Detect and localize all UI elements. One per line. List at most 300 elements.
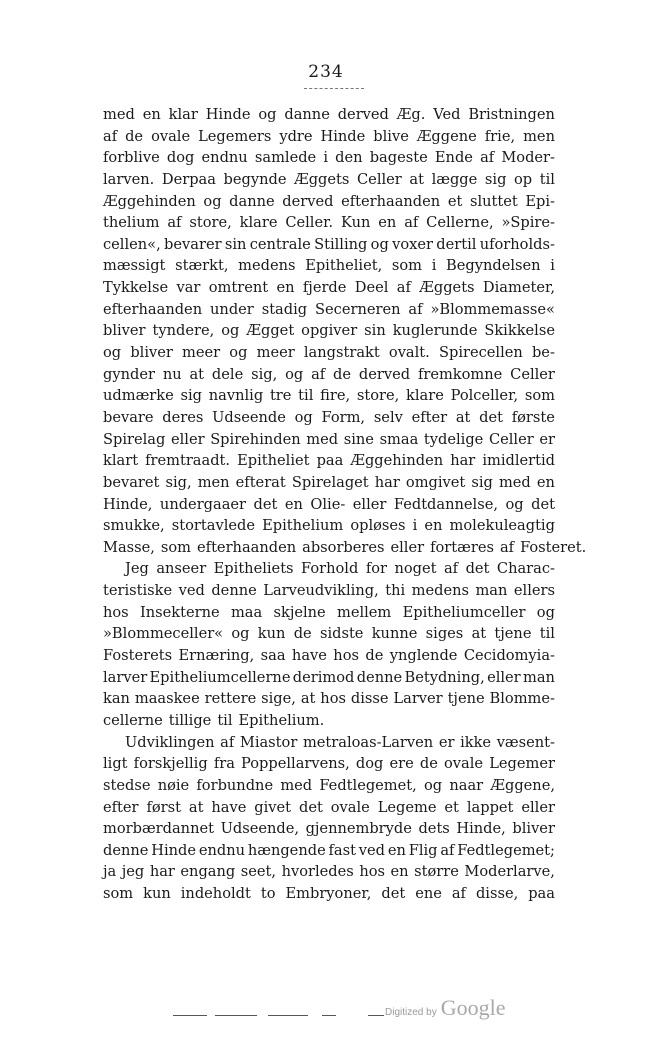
digitized-watermark — [385, 995, 505, 1021]
word: Hinde, — [456, 820, 506, 838]
word: det — [465, 560, 490, 578]
word: sidste — [319, 625, 364, 643]
word: maa — [230, 603, 263, 621]
word: ved — [178, 582, 205, 600]
word: Celler. — [285, 214, 334, 232]
word: Skikkelse — [484, 322, 555, 340]
word: morbærdannet — [103, 820, 214, 838]
word: store, — [356, 387, 400, 405]
word: Celler — [357, 170, 402, 188]
word: Celler — [488, 430, 534, 448]
word: til — [539, 170, 555, 188]
word: en — [390, 863, 409, 881]
text-line — [103, 667, 555, 689]
word: at — [300, 690, 316, 708]
text-line — [103, 645, 555, 667]
word: thelium — [103, 214, 160, 232]
word: dog — [166, 149, 195, 167]
word: som — [391, 257, 423, 275]
text-line — [103, 472, 555, 494]
word: at — [455, 408, 471, 426]
word: med — [498, 473, 531, 491]
word: blive — [373, 127, 409, 145]
word: Moderlarve, — [464, 863, 555, 881]
word: et — [447, 192, 463, 210]
word: derved — [358, 365, 411, 383]
word: noget — [394, 560, 437, 578]
word: hos — [333, 647, 359, 665]
word: med — [280, 776, 313, 794]
word: Charac- — [496, 560, 555, 578]
word: Legeme — [377, 798, 437, 816]
word: Jeg — [125, 560, 149, 578]
word: og — [536, 603, 555, 621]
word: metraloas-Larven — [302, 733, 434, 751]
word: sig — [180, 387, 203, 405]
word: dets — [418, 820, 450, 838]
word: de — [293, 625, 312, 643]
word: sine — [343, 430, 374, 448]
word: det — [479, 408, 503, 426]
word: sig, — [251, 365, 278, 383]
word: for — [365, 560, 387, 578]
word: dertil — [436, 235, 477, 253]
word: at — [409, 170, 424, 188]
word: bliver — [103, 322, 146, 340]
text-line — [103, 688, 555, 710]
word: molekuleagtig — [449, 517, 555, 535]
word: Æggehinden — [103, 192, 196, 210]
word: op — [514, 170, 533, 188]
word: Ægget — [246, 322, 295, 340]
word: en — [387, 841, 406, 859]
text-line — [103, 429, 555, 451]
word: og — [203, 192, 222, 210]
word: jeg — [121, 863, 145, 881]
word: begynde — [223, 170, 287, 188]
word: Olie- — [310, 495, 346, 513]
word: eller — [390, 538, 425, 556]
word: kunne — [371, 625, 418, 643]
word: siges — [425, 625, 464, 643]
word: Polceller, — [450, 387, 519, 405]
word: og — [370, 235, 389, 253]
word: »Spire- — [501, 214, 555, 232]
word: af — [103, 127, 118, 145]
word: og — [231, 625, 250, 643]
word: Diameter, — [482, 279, 555, 297]
word: samlede — [254, 149, 317, 167]
footer-dash — [215, 1015, 257, 1016]
word: til — [217, 711, 233, 729]
word: stærkt, — [175, 257, 229, 275]
word: Ende — [434, 149, 473, 167]
word: forblive — [103, 149, 160, 167]
text-line — [103, 753, 555, 775]
word: og — [229, 344, 248, 362]
word: Larver — [393, 690, 443, 708]
word: men — [197, 473, 230, 491]
word: frie, — [484, 127, 516, 145]
text-line — [103, 104, 555, 126]
word: og — [505, 495, 524, 513]
text-line — [103, 537, 587, 559]
text-line — [103, 212, 555, 234]
word: Begyndelsen — [446, 257, 541, 275]
word: hos — [320, 690, 346, 708]
word: tyndere, — [152, 322, 215, 340]
word: gynder — [103, 365, 155, 383]
footer-dash — [368, 1015, 384, 1016]
word: efterhaanden — [197, 538, 297, 556]
word: det — [531, 495, 555, 513]
word: Udseende, — [220, 820, 299, 838]
text-line — [103, 320, 555, 342]
word: Epitheliumceller — [402, 603, 526, 621]
word: Udseende — [212, 408, 286, 426]
word: have — [211, 798, 247, 816]
text-line — [103, 191, 555, 213]
word: mellem — [336, 603, 392, 621]
word: fra — [213, 755, 235, 773]
word: dele — [211, 365, 244, 383]
word: Hinde, — [103, 495, 153, 513]
word: ene — [415, 885, 442, 903]
word: Fosterets — [103, 647, 173, 665]
word: Bristningen — [468, 106, 555, 123]
word: Secerneren — [315, 300, 401, 318]
google-logo: Google — [440, 995, 506, 1020]
word: Forhold — [301, 560, 359, 578]
word: de — [125, 127, 144, 145]
word: disse — [350, 690, 389, 708]
word: Udviklingen — [125, 733, 215, 751]
word: endnu — [198, 841, 246, 859]
word: et — [444, 798, 459, 816]
word: at — [471, 625, 487, 643]
word: bliver — [512, 820, 555, 838]
word: saa — [260, 647, 286, 665]
word: kan — [103, 690, 130, 708]
word: efterhaanden — [341, 192, 441, 210]
word: de — [333, 365, 352, 383]
word: Hinde — [205, 106, 251, 123]
word: disse, — [475, 885, 519, 903]
word: indeholdt — [180, 885, 251, 903]
word: og — [285, 365, 304, 383]
word: endnu — [201, 149, 248, 167]
text-line — [103, 602, 555, 624]
word: selv — [373, 408, 403, 426]
word: en — [276, 279, 295, 297]
word: med — [103, 106, 135, 123]
word: klare — [239, 214, 278, 232]
word: eller — [170, 430, 205, 448]
word: »Blommemasse« — [430, 300, 555, 318]
word: tre — [269, 387, 292, 405]
word: sig — [484, 170, 507, 188]
word: med — [306, 430, 339, 448]
word: tydelige — [423, 430, 484, 448]
page-number: 234 — [308, 62, 344, 82]
word: man — [522, 668, 555, 686]
word: ovale — [151, 127, 191, 145]
word: af — [167, 214, 182, 232]
word: som — [160, 538, 192, 556]
word: Spirelaget — [291, 473, 369, 491]
word: centrale — [249, 235, 311, 253]
word: Stilling — [314, 235, 368, 253]
word: og — [103, 344, 122, 362]
word: anseer — [156, 560, 207, 578]
word: udmærke — [103, 387, 174, 405]
word: det — [298, 798, 323, 816]
word: Æggets — [294, 170, 350, 188]
word: paa — [316, 452, 344, 470]
word: af — [451, 885, 466, 903]
word: væsent- — [496, 733, 555, 751]
word: er — [438, 733, 455, 751]
word: have — [291, 647, 327, 665]
word: og — [424, 776, 443, 794]
word: større — [414, 863, 459, 881]
word: stedse — [103, 776, 151, 794]
word: eller — [487, 668, 521, 686]
word: af — [443, 560, 459, 578]
word: Epitheliets — [213, 560, 294, 578]
word: sige, — [261, 690, 296, 708]
word: denne — [356, 668, 403, 686]
text-line — [103, 342, 555, 364]
word: Spirecellen — [438, 344, 523, 362]
word: nøie — [157, 776, 190, 794]
word: Hinde — [320, 127, 366, 145]
word: Blomme- — [489, 690, 555, 708]
word: ovale — [444, 755, 484, 773]
word: Betydning, — [404, 668, 485, 686]
word: af — [404, 214, 419, 232]
word: har — [374, 473, 400, 491]
word: fortæres — [430, 538, 494, 556]
word: Æggehinden — [350, 452, 444, 470]
word: i — [431, 257, 437, 275]
word: en — [536, 473, 555, 491]
word: eller — [521, 798, 555, 816]
word: maaskee — [134, 690, 200, 708]
word: Legemers — [198, 127, 272, 145]
word: Masse, — [103, 538, 155, 556]
word: som — [524, 387, 555, 405]
word: deres — [162, 408, 204, 426]
word: omgivet — [405, 473, 466, 491]
word: ovalt. — [388, 344, 430, 362]
word: smukke, — [103, 517, 165, 535]
text-line — [103, 623, 555, 645]
word: bevare — [103, 408, 154, 426]
word: efter — [411, 408, 448, 426]
word: absorberes — [302, 538, 385, 556]
word: voxer — [392, 235, 433, 253]
word: en — [142, 106, 161, 123]
digitized-by-label: Digitized by — [385, 1007, 437, 1018]
word: Fedtdannelse, — [393, 495, 498, 513]
word: Epitheliet, — [305, 257, 383, 275]
word: thi — [385, 582, 406, 600]
word: Legemer — [489, 755, 555, 773]
word: larver — [103, 668, 148, 686]
word: teristiske — [103, 582, 173, 600]
text-line — [103, 840, 555, 862]
text-line — [103, 234, 555, 256]
word: medens — [411, 582, 469, 600]
word: gjennembryde — [305, 820, 412, 838]
word: hængende — [247, 841, 326, 859]
word: sig — [471, 473, 493, 491]
word: uforholds- — [479, 235, 555, 253]
word: tjene — [494, 625, 532, 643]
word: i — [323, 149, 329, 167]
text-line — [103, 515, 555, 537]
word: Tykkelse — [103, 279, 169, 297]
word: har — [149, 863, 175, 881]
word: af — [440, 841, 455, 859]
word: to — [260, 885, 276, 903]
word: sin — [224, 235, 247, 253]
text-line — [103, 818, 555, 840]
word: medens — [238, 257, 296, 275]
word: ynglende — [389, 647, 458, 665]
word: Poppellarvens, — [241, 755, 350, 773]
word: stortavlede — [171, 517, 256, 535]
word: og — [258, 106, 277, 123]
word: omtrent — [208, 279, 269, 297]
word: danne — [284, 106, 330, 123]
word: af — [220, 733, 235, 751]
word: smaa — [379, 430, 419, 448]
text-line — [103, 775, 555, 797]
word: man — [475, 582, 508, 600]
footer-dash — [322, 1015, 336, 1016]
word: af — [480, 149, 495, 167]
word: Fosteret. — [520, 538, 587, 556]
word: Epithelium — [262, 517, 344, 535]
word: de — [365, 647, 384, 665]
word: tillige — [168, 711, 212, 729]
word: forbundne — [196, 776, 274, 794]
word: givet — [254, 798, 292, 816]
word: bliver — [130, 344, 173, 362]
word: Flig — [408, 841, 438, 859]
word: Æggets — [419, 279, 475, 297]
word: først — [146, 798, 181, 816]
word: ja — [103, 863, 117, 881]
text-line — [103, 797, 555, 819]
word: meer — [182, 344, 221, 362]
word: af — [311, 365, 326, 383]
word: opløses — [350, 517, 406, 535]
word: er — [539, 430, 555, 448]
word: har — [450, 452, 476, 470]
word: var — [176, 279, 201, 297]
text-line — [103, 710, 555, 732]
word: Spirehinden — [210, 430, 301, 448]
word: Æggene, — [490, 776, 555, 794]
word: Miastor — [239, 733, 298, 751]
word: meer — [256, 344, 295, 362]
word: til — [539, 625, 555, 643]
word: Kun — [341, 214, 371, 232]
word: som — [103, 885, 134, 903]
text-line — [103, 580, 555, 602]
word: derimod — [292, 668, 355, 686]
word: tjene — [447, 690, 485, 708]
word: en — [424, 517, 443, 535]
word: Ved — [433, 106, 461, 123]
word: ikke — [460, 733, 492, 751]
word: Form, — [321, 408, 366, 426]
word: Epitheliet — [237, 452, 310, 470]
word: til — [298, 387, 314, 405]
word: undergaaer — [159, 495, 247, 513]
word: Ernæring, — [178, 647, 255, 665]
text-line — [103, 299, 555, 321]
text-line — [103, 364, 555, 386]
word: af — [499, 538, 515, 556]
word: dog — [355, 755, 384, 773]
text-line — [103, 169, 555, 191]
word: naar — [449, 776, 484, 794]
word: be- — [531, 344, 555, 362]
body-text — [103, 104, 587, 905]
word: en — [284, 495, 303, 513]
word: store, — [189, 214, 232, 232]
word: kun — [257, 625, 286, 643]
word: efter — [103, 798, 139, 816]
word: Derpaa — [161, 170, 216, 188]
word: efterhaanden — [103, 300, 203, 318]
word: rettere — [204, 690, 257, 708]
text-line — [103, 277, 555, 299]
footer-dash — [268, 1015, 308, 1016]
word: Hinde — [151, 841, 197, 859]
word: fast — [328, 841, 356, 859]
word: Embryoner, — [285, 885, 372, 903]
word: og — [294, 408, 313, 426]
word: og — [221, 322, 240, 340]
word: navnlig — [208, 387, 264, 405]
text-line — [103, 407, 555, 429]
text-line — [103, 255, 555, 277]
word: eller — [352, 495, 387, 513]
word: ved — [358, 841, 386, 859]
text-line — [103, 861, 555, 883]
word: paa — [528, 885, 555, 903]
word: stadig — [261, 300, 308, 318]
word: Æggene — [416, 127, 477, 145]
word: fremtraadt. — [145, 452, 231, 470]
word: denne — [211, 582, 257, 600]
word: sig, — [165, 473, 192, 491]
word: den — [335, 149, 363, 167]
word: ligt — [103, 755, 128, 773]
word: danne — [229, 192, 275, 210]
word: kun — [143, 885, 171, 903]
word: derved — [282, 192, 334, 210]
word: seet, — [240, 863, 277, 881]
word: første — [511, 408, 555, 426]
word: en — [378, 214, 397, 232]
word: derved — [337, 106, 389, 123]
